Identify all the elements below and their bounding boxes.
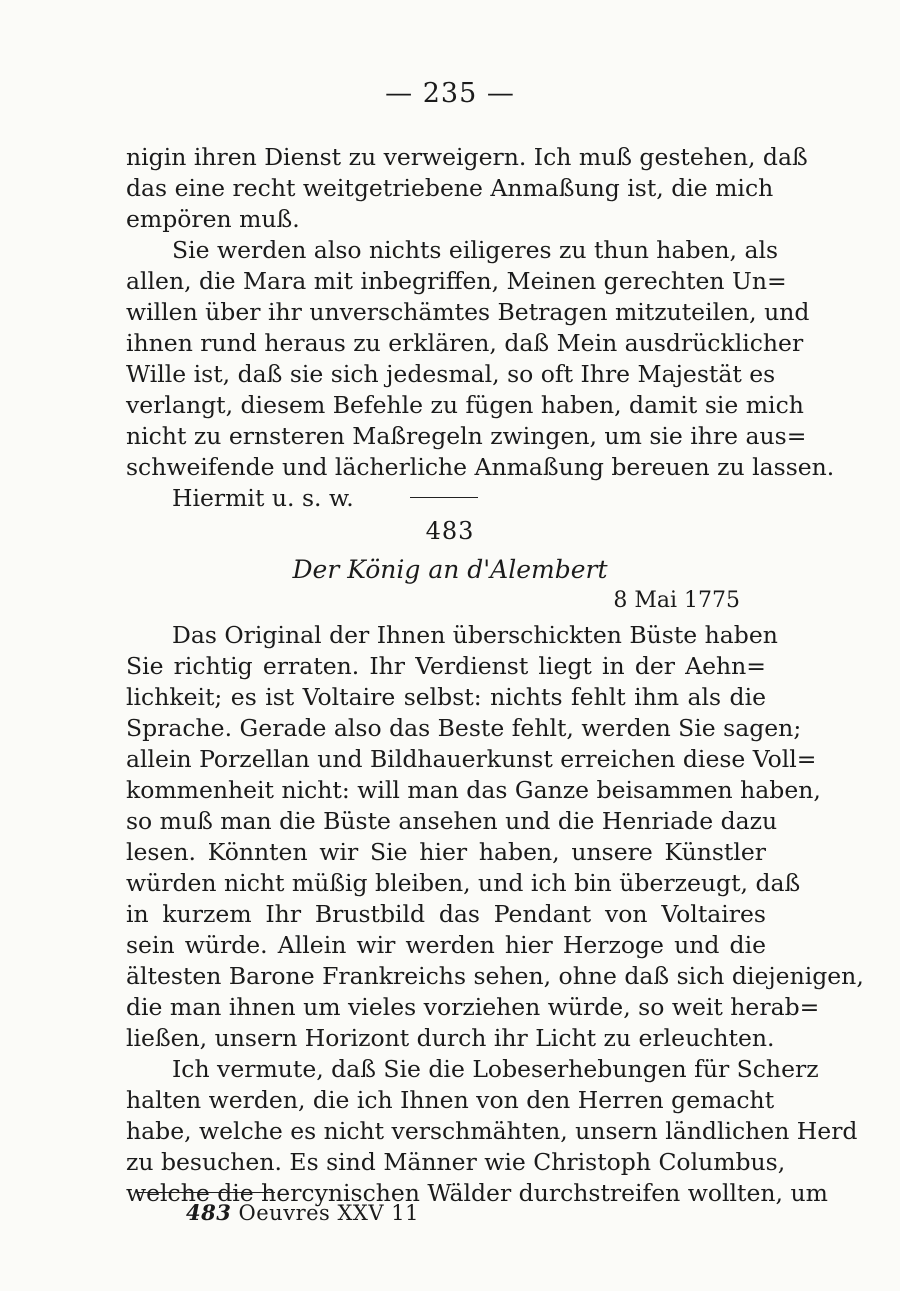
text-block-continuation: [126, 142, 835, 514]
text-line: sein würde. Allein wir werden hier Herzoge und die: [126, 931, 766, 959]
text-line: allein Porzellan und Bildhauerkunst erreichen diese Voll=: [126, 745, 817, 773]
text-line: Wille ist, daß sie sich jedesmal, so oft Ihre Majestät es: [126, 360, 776, 388]
footnote-number: 483: [186, 1200, 232, 1225]
letter-number: 483: [425, 517, 475, 545]
letter-date: 8 Mai 1775: [613, 588, 740, 613]
footnote: [186, 1200, 419, 1225]
text-line: Sie werden also nichts eiligeres zu thun haben, als: [172, 236, 779, 264]
text-line: halten werden, die ich Ihnen von den Herren gemacht: [126, 1086, 775, 1114]
text-line: die man ihnen um vieles vorziehen würde, so weit herab=: [126, 993, 820, 1021]
text-line: allen, die Mara mit inbegriffen, Meinen gerechten Un=: [126, 267, 787, 295]
page-number: — 235 —: [385, 78, 515, 109]
footnote-text: Oeuvres XXV 11: [238, 1201, 419, 1225]
text-line: nigin ihren Dienst zu verweigern. Ich muß gestehen, daß: [126, 143, 808, 171]
text-line: Hiermit u. s. w.: [172, 484, 354, 512]
text-line: lichkeit; es ist Voltaire selbst: nichts fehlt ihm als die: [126, 683, 766, 711]
text-line: Sie richtig erraten. Ihr Verdienst liegt in der Aehn=: [126, 652, 766, 680]
text-line: in kurzem Ihr Brustbild das Pendant von Voltaires: [126, 900, 766, 928]
text-line: Sprache. Gerade also das Beste fehlt, werden Sie sagen;: [126, 714, 802, 742]
text-block-letter: [126, 620, 864, 1209]
text-line: empören muß.: [126, 205, 300, 233]
footnote-divider: [137, 1192, 275, 1193]
text-line: schweifende und lächerliche Anmaßung bereuen zu lassen.: [126, 453, 835, 481]
text-line: Ich vermute, daß Sie die Lobeserhebungen für Scherz: [172, 1055, 819, 1083]
text-line: das eine recht weitgetriebene Anmaßung ist, die mich: [126, 174, 774, 202]
letter-title: Der König an d'Alembert: [292, 555, 608, 584]
text-line: welche die hercynischen Wälder durchstreifen wollten, um: [126, 1179, 828, 1207]
text-line: ältesten Barone Frankreichs sehen, ohne daß sich diejenigen,: [126, 962, 864, 990]
text-line: nicht zu ernsteren Maßregeln zwingen, um sie ihre aus=: [126, 422, 807, 450]
text-line: Das Original der Ihnen überschickten Büste haben: [172, 621, 778, 649]
text-line: würden nicht müßig bleiben, und ich bin überzeugt, daß: [126, 869, 801, 897]
text-line: ließen, unsern Horizont durch ihr Licht zu erleuchten.: [126, 1024, 775, 1052]
text-line: willen über ihr unverschämtes Betragen mitzuteilen, und: [126, 298, 810, 326]
text-line: lesen. Könnten wir Sie hier haben, unsere Künstler: [126, 838, 766, 866]
text-line: ihnen rund heraus zu erklären, daß Mein ausdrücklicher: [126, 329, 804, 357]
text-line: so muß man die Büste ansehen und die Henriade dazu: [126, 807, 778, 835]
section-divider: [410, 497, 478, 498]
text-line: verlangt, diesem Befehle zu fügen haben, damit sie mich: [126, 391, 804, 419]
text-line: kommenheit nicht: will man das Ganze beisammen haben,: [126, 776, 821, 804]
text-line: habe, welche es nicht verschmähten, unsern ländlichen Herd: [126, 1117, 858, 1145]
text-line: zu besuchen. Es sind Männer wie Christoph Columbus,: [126, 1148, 786, 1176]
